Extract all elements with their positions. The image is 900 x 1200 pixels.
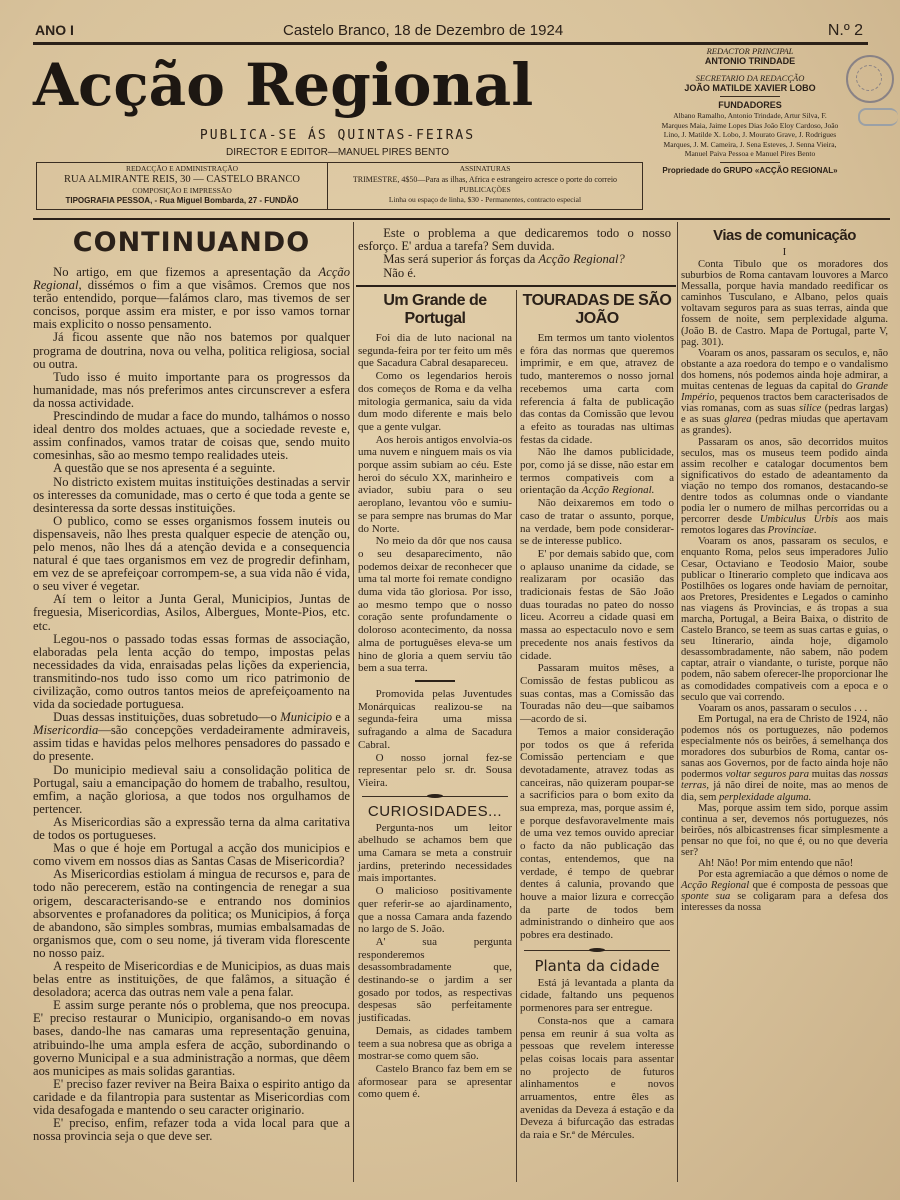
text-run: Em termos um tanto violentos e fóra das normas que queremos imprimir, e em que, atravez de tudo, manteremos o nosso jornal recebemos uma carta com referencia á falta de publicação das contas da Comissão que levou a efeito as touradas nas ultimas festas da cidade. bbox=[520, 332, 674, 446]
paragraph bbox=[358, 227, 671, 253]
redaccao-address: RUA ALMIRANTE REIS, 30 — CASTELO BRANCO bbox=[64, 174, 300, 185]
text-run: se coligaram para a defesa dos interesses da nossa bbox=[681, 891, 888, 914]
text-run: Não deixaremos em todo o caso de tratar o assunto, porque, na verdade, bem pode considerar-se de interesse publico. bbox=[520, 497, 674, 548]
assinaturas-label: ASSINATURAS bbox=[459, 164, 511, 173]
paragraph bbox=[681, 536, 888, 702]
text-run: Voaram os anos, passaram o seculos . . . bbox=[697, 702, 868, 714]
paragraph bbox=[358, 688, 512, 752]
article-body-continuando bbox=[33, 266, 350, 1143]
text-run: muitas das bbox=[809, 769, 860, 781]
masthead-info-box bbox=[36, 162, 643, 210]
paragraph bbox=[33, 960, 350, 999]
article-heading-touradas: TOURADAS DE SÃO JOÃO bbox=[522, 292, 672, 327]
text-run: Castelo Branco faz bem em se aformosear para se apresentar como quem é. bbox=[358, 1062, 512, 1101]
composicao-label: COMPOSIÇÃO E IMPRESSÃO bbox=[132, 186, 232, 195]
fundadores-label: FUNDADORES bbox=[718, 100, 782, 110]
paragraph bbox=[33, 868, 350, 960]
paragraph bbox=[520, 497, 674, 548]
text-run: Conta Tibulo que os moradores dos suburbios de Roma cantavam louvores a Marco Messalla, porque havia mandado reedificar os caminhos Tusculano, e Albano, pelos quais voltavam seguros para as suas terras, ainda que fossem de noite, sem perplexidade alguma. (João B. de Castro. Mapa de Portugal, parte V, pag. 301). bbox=[681, 259, 888, 348]
text-run: E assim surge perante nós o problema, que nos preocupa. E' preciso restaurar o Municipio, organisando-o em novas bases, dando-lhe nas camaras uma representação genuina, atribuindo-lhe uma ampla esfera de acção, subordinando o governo Municipal e a sua administração a normas, que dêem aos municipes as mais solidas garantias. bbox=[33, 998, 350, 1078]
text-run: Tudo isso é muito importante para os progressos da humanidade, mas nós preferimos antes circunscrever a esfera da nossa actividade. bbox=[33, 369, 350, 410]
paragraph bbox=[33, 842, 350, 868]
paragraph bbox=[33, 999, 350, 1078]
ornament-divider bbox=[362, 796, 508, 797]
paragraph bbox=[33, 1078, 350, 1117]
article-body-missa bbox=[358, 688, 512, 790]
text-run: (pedras miudas que apertavam as grandes). bbox=[681, 414, 889, 437]
dateline: Castelo Branco, 18 de Dezembro de 1924 bbox=[283, 22, 564, 39]
text-run: Este o problema a que dedicaremos todo o nosso esforço. E' ardua a tarefa? Sem duvida. bbox=[358, 226, 671, 254]
paragraph bbox=[358, 1025, 512, 1063]
paragraph bbox=[33, 711, 350, 763]
paragraph bbox=[33, 266, 350, 331]
paragraph bbox=[33, 476, 350, 515]
director-line: DIRECTOR E EDITOR—MANUEL PIRES BENTO bbox=[225, 147, 449, 158]
text-run: Mas o que é hoje em Portugal a acção dos municipios e como vivem em nossos dias as Santas Casas de Misericordia? bbox=[33, 841, 350, 869]
text-run: , pequenos tractos bem caracterisados de vias romanas, com as suas bbox=[681, 392, 888, 415]
paragraph bbox=[681, 869, 888, 913]
publication-frequency: PUBLICA-SE ÁS QUINTAS-FEIRAS bbox=[199, 128, 476, 143]
text-run: Do municipio medieval saiu a consolidação politica de Portugal, saiu a emancipação do homem de trabalho, resultou, emfim, a nação gloriosa, a que todos nos orgulhamos de pertencer. bbox=[33, 762, 350, 816]
text-run: Em Portugal, na era de Christo de 1924, não podemos nós os portuguezes, não podemos especialmente nós os beirões, á semelhança dos moradores dos suburbios de Roma, cantar os-sanas aos Governos, por de facto ainda hoje não podermos bbox=[681, 713, 888, 781]
text-run: As Misericordias estiolam á mingua de recursos e, para de todo não perecerem, estão na contingencia de renegar a sua origem, descaracterisando-se e entrando nos dominios absorventes e profanadores da politica; os Municipios, á força de abandono, são simples sombras, mumias embalsamadas de organismos que, com o seu nome, já tiveram vida florescente no nosso paiz. bbox=[33, 867, 350, 960]
paragraph bbox=[33, 371, 350, 410]
article-body-curiosidades bbox=[358, 822, 512, 1101]
italic-text: Acção Regional bbox=[681, 880, 750, 892]
text-run: A' sua pergunta responderemos desassombradamente que, destinando-se o jardim a ser gosado por todos, as respectivas despesas são perfeitamente justificadas. bbox=[358, 935, 512, 1025]
text-run: No artigo, em que fizemos a apresentação da bbox=[53, 265, 319, 279]
assinaturas-value: TRIMESTRE, 4$50—Para as ilhas, Africa e estrangeiro acresce o porte do correio bbox=[352, 175, 618, 184]
text-run: Já ficou assente que não nos batemos por qualquer programa de doutrina, nova ou velha, politica religiosa, social ou outra. bbox=[33, 330, 350, 371]
address-cell bbox=[37, 163, 328, 209]
text-run: A respeito de Misericordias e de Municipios, as duas mais belas entre as instituições, de que falâmos, a situação é desoladora; acerca das outras nem vale a pena falar. bbox=[33, 958, 350, 1000]
text-run: dissémos o fim a que visâmos. Cremos que nos terão entendido, porque—falámos claro, mas tivemos de ser concisos, porque assim era mister, e por isso vamos tornar mais explicito o nosso pensamento. bbox=[33, 278, 350, 332]
article-body-touradas bbox=[520, 332, 674, 942]
text-run: —são concepções verdadeiramente admiraveis, assim tidas e havidas pelos melhores pensadores do passado e do presente. bbox=[33, 723, 350, 764]
text-run: e a bbox=[332, 710, 350, 725]
staff-box bbox=[655, 46, 845, 176]
paragraph bbox=[33, 764, 350, 816]
paragraph bbox=[33, 515, 350, 594]
paragraph bbox=[358, 434, 512, 536]
text-run: Passaram os anos, são decorridos muitos seculos, mas os museus teem podido ainda assim recolher e catalogar documentos bem significativos do estado de adeantamento da viação no tempo dos romanos, destacando-se dentre todos as columnas onde o viandante podia ler o numero de milhas percorridas ou a percorrer desde bbox=[681, 436, 888, 526]
paragraph bbox=[681, 714, 888, 803]
text-run: A questão que se nos apresenta é a seguinte. bbox=[53, 461, 276, 476]
column-rule bbox=[516, 290, 517, 1182]
secretario-label: SECRETARIO DA REDACÇÃO bbox=[695, 73, 805, 83]
paragraph bbox=[358, 936, 512, 1025]
paragraph bbox=[358, 885, 512, 936]
text-run: Temos a maior consideração por todos os que á referida Comissão pertenciam e que devotadamente, atravez todas as canceiras, não quizeram poupar-se a sacrificios para o bom exito da sua empreza, mas, porque assim é, e porque desfavoravelmente mais de uma vez temos ouvido apreciar o facto da não publicação das contas, entendemos, que na verdade, é tempo de quebrar dentes á calunia, provando que houve a maior lizura e correcção da parte de todos bem administrando o dinheiro que aos pobres era destinado. bbox=[520, 725, 674, 942]
paragraph bbox=[358, 752, 512, 790]
italic-text: Acção Regional. bbox=[581, 484, 655, 497]
masthead-bottom-rule bbox=[33, 218, 890, 220]
text-run: Consta-nos que a camara pensa em reunir á sua volta as pessoas que revelem interesse pelas coisas locais para assentar no projecto de futuros alinhamentos e novos arruamentos, entre êles as avenidas da Deveza á estação e da Deveza á bifurcação das estradas da raia e Sr.ª de Mércules. bbox=[520, 1014, 674, 1142]
text-run: Aos herois antigos envolvia-os uma nuvem e ninguem mais os via porque assim subiam ao céu. Este heroi do século XX, marinheiro e aviador, subiu para o seu aeroplano, levantou vôo e sumiu-se para sempre nas brumas do Mar do Norte. bbox=[358, 433, 512, 535]
italic-text: silice bbox=[799, 403, 822, 415]
italic-text: sponte sua bbox=[681, 891, 731, 903]
text-run: No meio da dôr que nos causa o seu desaparecimento, não podemos deixar de reconhecer que uma tal morte foi remate condigno duma vida tão gloriosa. Por isso, ao mesmo tempo que o nosso coração sente profundamente o doloroso acontecimento, da nossa alma de portuguêses eleva-se um hino de gloria a quem serviu tão bem a sua terra. bbox=[358, 535, 512, 675]
propriedade-line: Propriedade do GRUPO «ACÇÃO REGIONAL» bbox=[662, 165, 838, 175]
divider bbox=[415, 680, 455, 682]
italic-text: glarea bbox=[724, 414, 752, 426]
article-body-grande-portugal bbox=[358, 332, 512, 675]
column-rule bbox=[353, 222, 354, 1182]
text-run: Duas dessas instituições, duas sobretudo—o bbox=[53, 710, 281, 725]
italic-text: Grande Império bbox=[681, 381, 888, 404]
issue-number: N.º 2 bbox=[827, 22, 863, 39]
paragraph bbox=[358, 332, 512, 370]
paragraph bbox=[520, 726, 674, 942]
text-run: As Misericordias são a expressão terna da alma caritativa de todos os portugueses. bbox=[33, 814, 350, 843]
paragraph bbox=[33, 633, 350, 712]
paperclip-icon bbox=[858, 108, 898, 126]
article-heading-vias: Vias de comunicação bbox=[713, 227, 856, 244]
redactor-name: ANTONIO TRINDADE bbox=[704, 56, 796, 66]
text-run: que é composta de pessoas que bbox=[749, 880, 888, 892]
text-run: Prescindindo de mudar a face do mundo, talhámos o nosso ideal dentro dos moldes actuaes, que a sociedade reveste e, assim confinados, vamos tratar de coisas que, sendo muito comesinhas, são ao mesmo tempo realidades uteis. bbox=[33, 409, 350, 463]
composicao-value: TIPOGRAFIA PESSOA, - Rua Miguel Bombarda, 27 - FUNDÃO bbox=[65, 196, 299, 205]
text-run: Aí tem o leitor a Junta Geral, Municipios, Juntas de freguesia, Misericordias, Asilos, Albergues, Monte-Pios, etc. etc. bbox=[33, 592, 350, 633]
secretario-name: JOÃO MATILDE XAVIER LOBO bbox=[684, 83, 816, 93]
paragraph bbox=[358, 822, 512, 886]
paragraph bbox=[681, 259, 888, 348]
text-run: No districto existem muitas instituições destinadas a servir os interesses da comunidade, mas o certo é que toda a gente se desinteressa da sorte dessas instituições. bbox=[33, 474, 350, 515]
text-run: , já não direi de noite, mas ao menos de dia, sem bbox=[681, 780, 888, 803]
text-run: E' preciso, enfim, refazer toda a vida local para que a nossa provincia seja o que deve ser. bbox=[33, 1116, 350, 1144]
publicacoes-label: PUBLICAÇÕES bbox=[459, 185, 511, 194]
paragraph bbox=[358, 267, 671, 280]
paragraph bbox=[681, 858, 888, 869]
text-run: aos mais remotos logares das bbox=[681, 514, 888, 537]
italic-text: perplexidade alguma. bbox=[718, 791, 812, 803]
text-run: Promovida pelas Juventudes Monárquicas realizou-se na segunda-feira uma missa sufragando a alma de Sacadura Cabral. bbox=[358, 687, 512, 751]
paragraph bbox=[520, 446, 674, 497]
text-run: Não lhe damos publicidade, por, como já se disse, não estar em termos compativeis com a orientação da bbox=[520, 446, 674, 497]
italic-text: nossas terras bbox=[681, 769, 888, 792]
article-heading-continuando: CONTINUANDO bbox=[72, 227, 311, 258]
article-part-number: I bbox=[782, 246, 787, 258]
text-run: Mas será superior ás forças da bbox=[383, 252, 539, 267]
text-run: Pergunta-nos um leitor abelhudo se achamos bem que uma Camara se meta a construir jardins, preterindo necessidades mais importantes. bbox=[358, 821, 512, 885]
italic-text: voltar seguros para bbox=[725, 769, 810, 781]
text-run: Está já levantada a planta da cidade, faltando uns pequenos pormenores para ser entregue. bbox=[520, 976, 674, 1015]
header-rule bbox=[33, 42, 868, 45]
article-heading-curiosidades: CURIOSIDADES... bbox=[367, 802, 503, 820]
paragraph bbox=[33, 593, 350, 632]
text-run: E' por demais sabido que, com o aplauso unanime da cidade, se realizaram por ocasião das tradicionais festas de São João duas touradas no pateo do nosso liceu. Acorreu a cidade quasi em massa ao espectaculo novo e sem precedente nos anais festivos da cidade. bbox=[520, 547, 674, 662]
italic-text: Umbiculus Urbis bbox=[759, 514, 838, 526]
paragraph bbox=[520, 662, 674, 726]
text-run: . bbox=[813, 525, 817, 537]
article-continuation bbox=[358, 227, 671, 280]
article-body-planta bbox=[520, 977, 674, 1142]
italic-text: Municipio bbox=[280, 710, 333, 725]
paragraph bbox=[358, 1063, 512, 1101]
paragraph bbox=[520, 548, 674, 662]
text-run: Legou-nos o passado todas essas formas de associação, elaboradas pela lenta acção do tempo, impostas pelas necessidades da vida, enraisadas pelas lições da experiencia, transmitindo-nos tudo isso como um rico patrimonio de civilização, como outros tantos meios de aprefeiçoamento na vida da sociedade portuguesa. bbox=[33, 631, 350, 712]
paragraph bbox=[520, 332, 674, 446]
column-4 bbox=[681, 226, 888, 914]
paragraph bbox=[33, 1117, 350, 1143]
text-run: (pedras largas) e as suas bbox=[681, 403, 888, 426]
paragraph bbox=[520, 1015, 674, 1142]
text-run: Voaram os anos, passaram os seculos, e, não obstante a aza roedora do tempo e o vandalismo dos homens, nós podemos ainda hoje admirar, a muitas centenas de leguas da capital do bbox=[681, 347, 888, 393]
library-stamp-icon bbox=[846, 55, 894, 103]
text-run: Passaram muitos mêses, a Comissão de festas publicou as suas contas, mas a Comissão das Touradas não deu—que saibamos—acordo de si. bbox=[520, 662, 674, 726]
newspaper-title: Acção Regional bbox=[33, 51, 534, 119]
redactor-label: REDACTOR PRINCIPAL bbox=[706, 46, 794, 56]
paragraph bbox=[358, 535, 512, 675]
paragraph bbox=[358, 370, 512, 434]
text-run: Foi dia de luto nacional na segunda-feira por ter feito um mês que Sacadura Cabral desapareceu. bbox=[358, 332, 512, 370]
column-rule bbox=[677, 222, 678, 1182]
paragraph bbox=[33, 331, 350, 370]
paragraph bbox=[681, 437, 888, 537]
volume-label: ANO I bbox=[35, 22, 74, 38]
text-run: Mas, porque assim tem sido, porque assim continua a ser, devemos nós portuguezes, nós beirões, nós albicastrenses ficar simplesmente a pensar no que foi, no que é, ou no que deveria ser? bbox=[681, 802, 888, 858]
text-run: Por esta agremiacão a que démos o nome de bbox=[697, 869, 888, 881]
dateline-bar bbox=[33, 20, 863, 40]
text-run: Demais, as cidades tambem teem a sua nobresa que as obriga a mostrar-se como quem são. bbox=[358, 1024, 512, 1063]
paragraph bbox=[681, 803, 888, 858]
section-rule bbox=[356, 285, 676, 287]
column-3 bbox=[520, 292, 674, 1142]
fundadores-list: Albano Ramalho, Antonio Trindade, Artur Silva, F. Marques Maia, Jaime Lopes Dias João Eloy Cardoso, João Lino, J. Matilde X. Lobo, J. Mourato Grave, J. Rodrigues Marques, J. M. Cameira, J. Sena Esteves, J. Senna Vieira, Manuel Paiva Pessoa e Manuel Pires Bento bbox=[661, 111, 839, 158]
redaccao-label: REDACÇÃO E ADMINISTRAÇÃO bbox=[125, 164, 239, 173]
paragraph bbox=[520, 977, 674, 1015]
text-run: Não é. bbox=[383, 265, 417, 280]
column-2 bbox=[358, 292, 512, 1101]
italic-text: Provinciae bbox=[767, 525, 814, 537]
publicacoes-value: Linha ou espaço de linha, $30 - Permanentes, contracto especial bbox=[388, 195, 582, 204]
subscription-cell bbox=[328, 163, 642, 209]
text-run: O publico, como se esses organismos fossem inuteis ou dispensaveis, não lhes presta qualquer especie de atenção ou, pelo menos, não lhes dá a atenção devida e a consequencia natural é que taes organismos em vez de progredir definham, em vez de se aprefeiçoar corrompem-se, a sua vida não é vida, o seu viver é vegetar. bbox=[33, 513, 350, 594]
text-run: E' preciso fazer reviver na Beira Baixa o espirito antigo da caridade e da filantropia para sustentar as Misericordias com vida desafogada e mantendo o seu caracter originario. bbox=[33, 1076, 350, 1117]
italic-text: Misericordia bbox=[33, 723, 99, 738]
paragraph bbox=[681, 703, 888, 714]
ornament-divider bbox=[524, 950, 670, 951]
text-run: O nosso jornal fez-se representar pelo sr. dr. Sousa Vieira. bbox=[358, 751, 512, 789]
text-run: O malicioso positivamente quer referir-se ao ajardinamento, que a nossa Camara anda fazendo no largo de S. João. bbox=[358, 885, 512, 936]
italic-text: Acção Regional, bbox=[33, 265, 350, 293]
text-run: Como os legendarios herois dos começos de Roma e da velha mitologia germanica, saiu da vida dum modo diferente e mais belo que a gente vulgar. bbox=[358, 370, 512, 433]
text-run: Voaram os anos, passaram os seculos, e enquanto Roma, pelos seus imperadores Julio Cesar, Octaviano e Teodosio Maior, soube publicar o Itinerario completo que indicava aos Postilhões os logares onde haviam de pernoitar, aos Pretores, Presidentes e Legados o caminho nas viagens ás Provincias, e ás tropas a sua marcha, Portugal, a Beira Baixa, o distrito de Castelo Branco, se teem as suas cartas e guias, o seu Itinerario, ainda hoje, digamolo desassombradamente, não sabem, não podem captar, atrair o viandante, o turiste, porque não podem, não sabem oferecer-lhe proporcionar lhe as comodidades compativeis com a epoca e o seculo que vai correndo. bbox=[681, 536, 888, 703]
italic-text: Acção Regional? bbox=[538, 252, 625, 267]
article-heading-planta: Planta da cidade bbox=[534, 956, 660, 975]
paragraph bbox=[681, 348, 888, 437]
paragraph bbox=[33, 816, 350, 842]
paragraph bbox=[33, 410, 350, 462]
text-run: Ah! Não! Por mim entendo que não! bbox=[697, 858, 854, 870]
article-heading-grande-portugal: Um Grande de Portugal bbox=[383, 292, 487, 327]
article-body-vias bbox=[681, 259, 888, 914]
